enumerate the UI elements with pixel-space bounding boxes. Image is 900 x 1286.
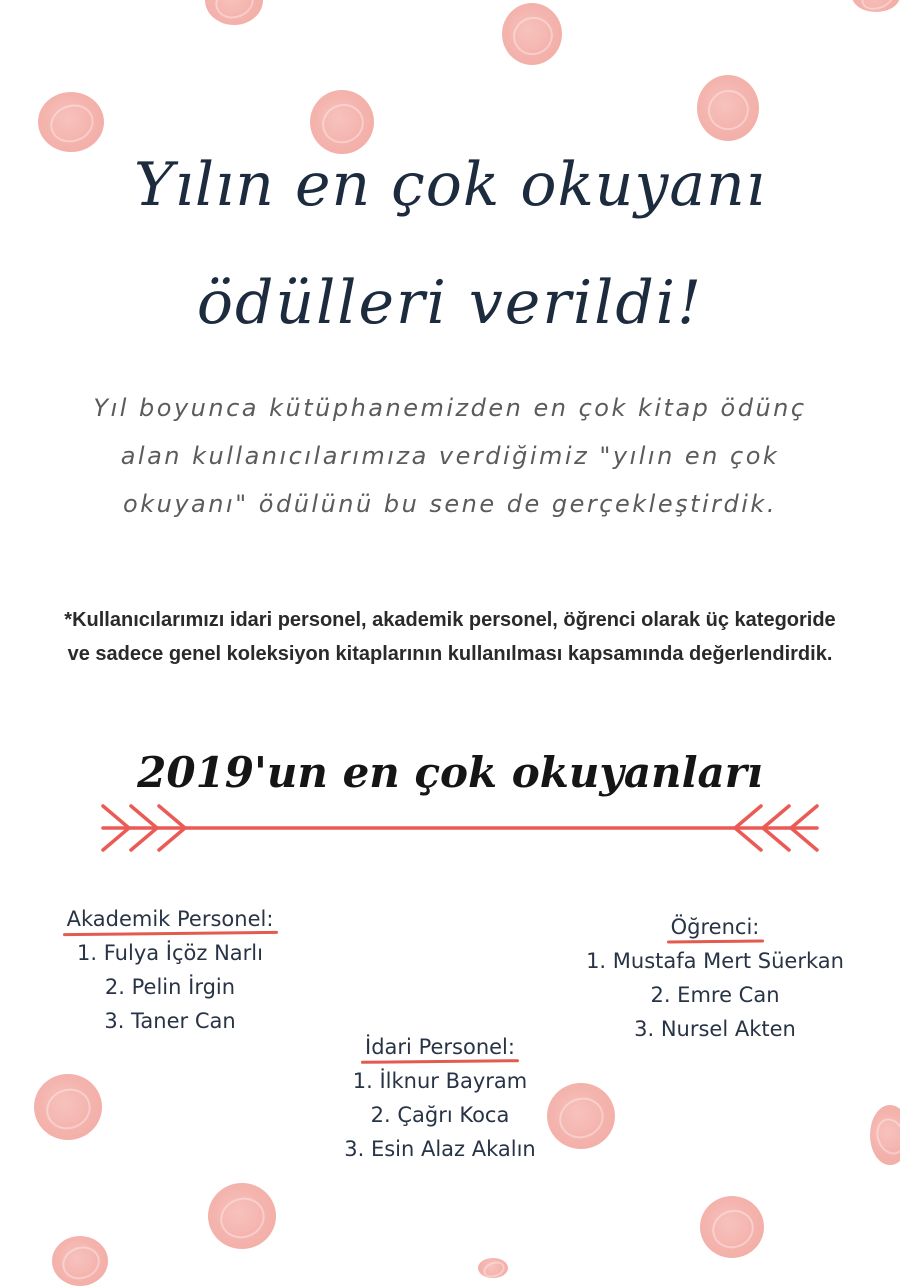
- decorative-dot: [478, 1258, 508, 1278]
- note-paragraph: *Kullanıcılarımızı idari personel, akademik personel, öğrenci olarak üç kategoride ve sadece genel koleksiyon kitaplarının kullanılması kapsamında değerlendirdik.: [64, 609, 836, 665]
- decorative-dot: [852, 0, 900, 12]
- decorative-dot: [34, 1074, 102, 1140]
- student-heading: Öğrenci:: [671, 910, 760, 944]
- academic-staff-group: [40, 902, 300, 1038]
- admin-staff-group: [310, 1030, 570, 1166]
- student-group: [550, 910, 880, 1046]
- list-item: 2. Emre Can: [650, 983, 780, 1007]
- list-item: 2. Çağrı Koca: [370, 1103, 510, 1127]
- decorative-dot: [502, 3, 562, 65]
- list-item: 1. Fulya İçöz Narlı: [77, 941, 263, 965]
- title-line-1: Yılın en çok okuyanı: [134, 150, 766, 220]
- academic-staff-list: [40, 936, 300, 1038]
- admin-staff-heading: İdari Personel:: [365, 1030, 515, 1064]
- list-item: 3. Esin Alaz Akalın: [344, 1137, 536, 1161]
- list-item: 1. İlknur Bayram: [352, 1069, 528, 1093]
- decorative-dot: [870, 1105, 900, 1165]
- student-list: [550, 944, 880, 1046]
- list-item: 1. Mustafa Mert Süerkan: [586, 949, 844, 973]
- decorative-dot: [310, 90, 374, 154]
- decorative-dot: [700, 1196, 764, 1258]
- decorative-dot: [52, 1236, 108, 1286]
- section-subtitle: 2019'un en çok okuyanları: [137, 748, 763, 797]
- decorative-dot: [697, 75, 759, 141]
- decorative-dot: [38, 92, 104, 152]
- arrow-divider: [95, 800, 825, 856]
- admin-staff-list: [310, 1064, 570, 1166]
- title-line-2: ödülleri verildi!: [196, 268, 704, 338]
- list-item: 3. Taner Can: [104, 1009, 236, 1033]
- decorative-dot: [208, 1183, 276, 1249]
- decorative-dot: [205, 0, 263, 25]
- list-item: 3. Nursel Akten: [634, 1017, 796, 1041]
- intro-paragraph: Yıl boyunca kütüphanemizden en çok kitap ödünç alan kullanıcılarımıza verdiğimiz "yılın en çok okuyanı" ödülünü bu sene de gerçekleştirdik.: [93, 394, 807, 518]
- academic-staff-heading: Akademik Personel:: [67, 902, 274, 936]
- list-item: 2. Pelin İrgin: [104, 975, 236, 999]
